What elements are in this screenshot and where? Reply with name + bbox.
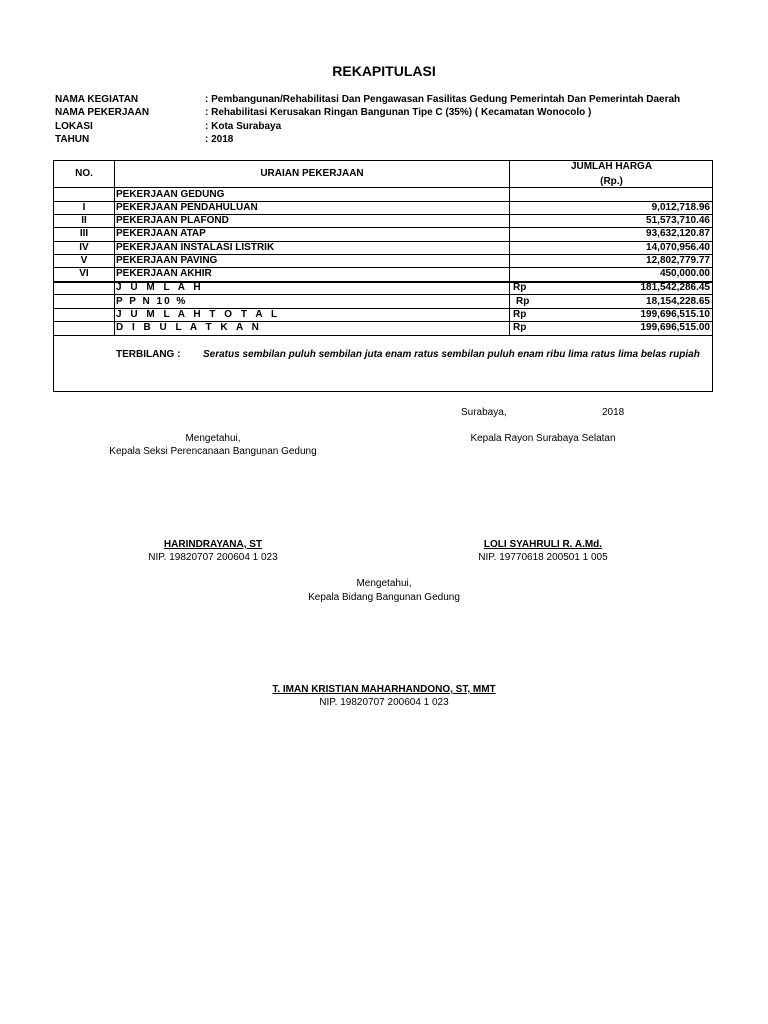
total-currency: Rp bbox=[513, 322, 527, 333]
total-label: P P N 10 % bbox=[116, 296, 188, 307]
header-uraian: URAIAN PEKERJAAN bbox=[260, 168, 364, 179]
row-uraian: PEKERJAAN PLAFOND bbox=[116, 215, 229, 226]
total-value: 181,542,286.45 bbox=[640, 282, 710, 293]
total-currency: Rp bbox=[516, 296, 530, 307]
table-rule bbox=[53, 187, 713, 188]
info-label: TAHUN bbox=[55, 134, 90, 145]
center-sign-line2: Kepala Bidang Bangunan Gedung bbox=[308, 592, 460, 603]
group-label: PEKERJAAN GEDUNG bbox=[116, 189, 225, 200]
total-label: J U M L A H T O T A L bbox=[116, 309, 281, 320]
table-rule bbox=[53, 294, 713, 295]
row-no: IV bbox=[79, 242, 89, 253]
right-sign-name: LOLI SYAHRULI R. A.Md. bbox=[483, 539, 603, 550]
info-label: NAMA PEKERJAAN bbox=[55, 107, 150, 118]
header-jumlah-line2: (Rp.) bbox=[600, 176, 623, 187]
row-no: II bbox=[81, 215, 87, 226]
total-label: D I B U L A T K A N bbox=[116, 322, 262, 333]
row-jumlah: 51,573,710.46 bbox=[646, 215, 710, 226]
header-no: NO. bbox=[75, 168, 93, 179]
total-value: 199,696,515.00 bbox=[640, 322, 710, 333]
center-sign-name: T. IMAN KRISTIAN MAHARHANDONO, ST, MMT bbox=[272, 684, 496, 695]
total-value: 18,154,228.65 bbox=[646, 296, 710, 307]
row-uraian: PEKERJAAN AKHIR bbox=[116, 268, 212, 279]
row-no: V bbox=[80, 255, 88, 266]
row-jumlah: 12,802,779.77 bbox=[646, 255, 710, 266]
row-jumlah: 14,070,956.40 bbox=[646, 242, 710, 253]
total-currency: Rp bbox=[513, 309, 527, 320]
left-sign-line2: Kepala Seksi Perencanaan Bangunan Gedung bbox=[109, 446, 317, 457]
header-jumlah-line1: JUMLAH HARGA bbox=[570, 161, 653, 172]
row-uraian: PEKERJAAN PAVING bbox=[116, 255, 218, 266]
row-uraian: PEKERJAAN INSTALASI LISTRIK bbox=[116, 242, 275, 253]
center-sign-nip: NIP. 19820707 200604 1 023 bbox=[319, 697, 449, 708]
total-value: 199,696,515.10 bbox=[640, 309, 710, 320]
row-jumlah: 9,012,718.96 bbox=[651, 202, 710, 213]
left-sign-nip: NIP. 19820707 200604 1 023 bbox=[148, 552, 278, 563]
table-rule bbox=[53, 335, 713, 336]
info-label: LOKASI bbox=[55, 121, 93, 132]
total-label: J U M L A H bbox=[116, 282, 204, 293]
row-uraian: PEKERJAAN ATAP bbox=[116, 228, 206, 239]
info-value: : Rehabilitasi Kerusakan Ringan Bangunan Tipe C (35%) ( Kecamatan Wonocolo ) bbox=[205, 107, 592, 118]
center-sign-line1: Mengetahui, bbox=[356, 578, 412, 589]
terbilang-label: TERBILANG : bbox=[116, 349, 181, 360]
row-jumlah: 93,632,120.87 bbox=[646, 228, 710, 239]
row-uraian: PEKERJAAN PENDAHULUAN bbox=[116, 202, 258, 213]
left-sign-line1: Mengetahui, bbox=[185, 433, 241, 444]
right-sign-nip: NIP. 19770618 200501 1 005 bbox=[478, 552, 608, 563]
info-value: : 2018 bbox=[205, 134, 234, 145]
row-no: VI bbox=[79, 268, 89, 279]
info-value: : Pembangunan/Rehabilitasi Dan Pengawasan Fasilitas Gedung Pemerintah Dan Pemerintah Daerah bbox=[205, 94, 681, 105]
right-sign-line1: Kepala Rayon Surabaya Selatan bbox=[470, 433, 616, 444]
total-currency: Rp bbox=[513, 282, 527, 293]
year-label: 2018 bbox=[602, 407, 625, 418]
document-title: REKAPITULASI bbox=[332, 63, 436, 79]
row-jumlah: 450,000.00 bbox=[659, 268, 710, 279]
place-label: Surabaya, bbox=[461, 407, 507, 418]
info-value: : Kota Surabaya bbox=[205, 121, 282, 132]
row-no: III bbox=[79, 228, 89, 239]
row-no: I bbox=[82, 202, 86, 213]
left-sign-name: HARINDRAYANA, ST bbox=[163, 539, 263, 550]
center-sign-name-wrap bbox=[234, 684, 534, 695]
terbilang-value: Seratus sembilan puluh sembilan juta enam ratus sembilan puluh enam ribu lima ratus lima belas rupiah bbox=[203, 349, 700, 360]
info-label: NAMA KEGIATAN bbox=[55, 94, 139, 105]
